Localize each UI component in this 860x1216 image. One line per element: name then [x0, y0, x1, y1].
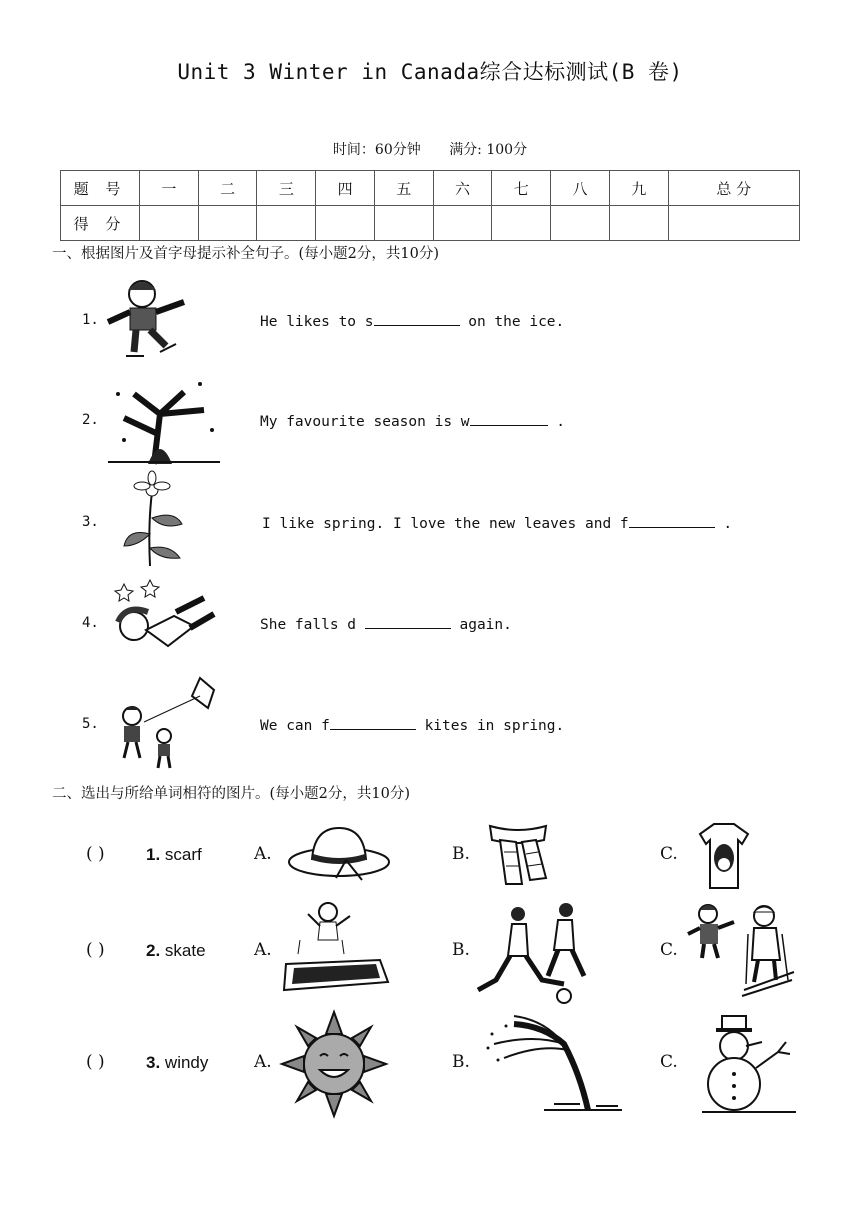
score-header-cell: 九	[609, 171, 668, 206]
question-number: 4.	[82, 615, 99, 631]
part1-heading: 一、根据图片及首字母提示补全句子。(每小题2分，共10分)	[52, 246, 439, 262]
score-input-cell[interactable]	[551, 206, 610, 241]
sentence: He likes to s on the ice.	[260, 311, 564, 330]
scarf-icon[interactable]	[486, 822, 552, 890]
score-input-cell[interactable]	[433, 206, 492, 241]
snowman-icon[interactable]	[700, 1012, 798, 1116]
exam-meta	[0, 139, 860, 159]
question-number: 1.	[82, 312, 99, 328]
score-input-cell[interactable]	[198, 206, 257, 241]
time-limit: 时间：60分钟	[332, 142, 421, 158]
part2-heading: 二、选出与所给单词相符的图片。(每小题2分，共10分)	[52, 786, 410, 802]
score-header-cell: 八	[551, 171, 610, 206]
part2-question	[0, 1010, 860, 1110]
part1-question	[0, 474, 860, 574]
score-header-cell: 二	[198, 171, 257, 206]
vocab-word: 2. skate	[146, 941, 206, 960]
trampoline-icon[interactable]	[280, 898, 392, 1002]
answer-parentheses[interactable]: ( )	[86, 844, 105, 864]
score-table-score-row	[61, 206, 800, 241]
question-number: 3.	[82, 514, 99, 530]
windy-tree-icon[interactable]	[484, 1014, 624, 1114]
answer-parentheses[interactable]: ( )	[86, 1052, 105, 1072]
option-a-label[interactable]: A.	[254, 940, 272, 960]
score-input-cell[interactable]	[492, 206, 551, 241]
question-number: 5.	[82, 716, 99, 732]
score-row-label: 得 分	[61, 206, 140, 241]
total-score: 满分: 100分	[449, 142, 528, 158]
sentence: I like spring. I love the new leaves and f .	[262, 513, 732, 532]
flower-icon	[104, 474, 224, 564]
part2-question	[0, 898, 860, 998]
part1-question	[0, 272, 860, 372]
score-header-cell: 一	[140, 171, 199, 206]
snowy-tree-icon	[104, 374, 224, 464]
sentence: She falls d again.	[260, 614, 512, 633]
score-header-cell: 七	[492, 171, 551, 206]
score-table-header-row	[61, 171, 800, 206]
question-number: 2.	[82, 412, 99, 428]
score-header-cell: 总 分	[668, 171, 799, 206]
score-input-cell[interactable]	[257, 206, 316, 241]
score-input-cell[interactable]	[140, 206, 199, 241]
part1-question	[0, 678, 860, 778]
option-a-label[interactable]: A.	[254, 844, 272, 864]
score-header-cell: 三	[257, 171, 316, 206]
sentence: We can f kites in spring.	[260, 715, 564, 734]
score-input-cell[interactable]	[668, 206, 799, 241]
vocab-word: 3. windy	[146, 1053, 209, 1072]
soccer-players-icon[interactable]	[472, 900, 594, 1004]
answer-blank[interactable]	[374, 311, 460, 326]
answer-parentheses[interactable]: ( )	[86, 940, 105, 960]
answer-blank[interactable]	[629, 513, 715, 528]
option-c-label[interactable]: C.	[660, 940, 678, 960]
part1-question	[0, 374, 860, 474]
sun-icon[interactable]	[282, 1012, 386, 1116]
score-header-cell: 题 号	[61, 171, 140, 206]
score-table	[60, 170, 800, 241]
score-input-cell[interactable]	[374, 206, 433, 241]
option-b-label[interactable]: B.	[452, 844, 470, 864]
option-b-label[interactable]: B.	[452, 1052, 470, 1072]
option-c-label[interactable]: C.	[660, 1052, 678, 1072]
answer-blank[interactable]	[365, 614, 451, 629]
page-title: Unit 3 Winter in Canada综合达标测试(B 卷)	[177, 60, 683, 84]
score-input-cell[interactable]	[316, 206, 375, 241]
vocab-word: 1. scarf	[146, 845, 202, 864]
answer-blank[interactable]	[330, 715, 416, 730]
boy-skating-icon	[104, 272, 224, 362]
score-input-cell[interactable]	[609, 206, 668, 241]
score-header-cell: 四	[316, 171, 375, 206]
hat-icon[interactable]	[286, 822, 392, 886]
sentence: My favourite season is w .	[260, 411, 565, 430]
kids-skating-skiing-icon[interactable]	[688, 900, 800, 1000]
part1-question	[0, 576, 860, 676]
answer-blank[interactable]	[470, 411, 548, 426]
option-c-label[interactable]: C.	[660, 844, 678, 864]
girl-falling-icon	[104, 576, 224, 666]
score-header-cell: 六	[433, 171, 492, 206]
score-header-cell: 五	[374, 171, 433, 206]
t-shirt-icon[interactable]	[698, 822, 750, 890]
option-a-label[interactable]: A.	[254, 1052, 272, 1072]
kids-flying-kite-icon	[104, 678, 224, 768]
option-b-label[interactable]: B.	[452, 940, 470, 960]
